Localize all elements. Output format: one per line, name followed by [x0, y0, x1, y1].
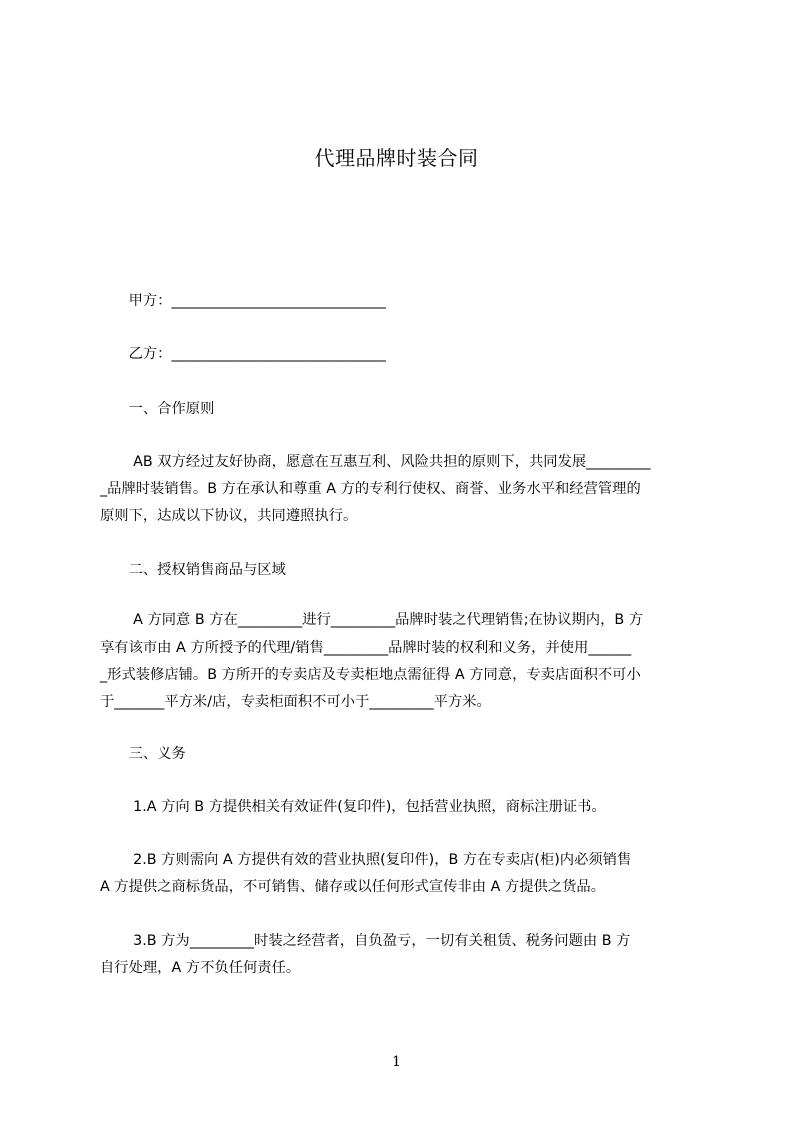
- section-heading-obligations: 三、义务: [100, 746, 186, 762]
- paragraph-line: AB 双方经过友好协商，愿意在互惠互利、风险共担的原则下，共同发展_________: [100, 454, 651, 470]
- page-number: 1: [392, 1054, 401, 1070]
- party-b-line: 乙方：______________________________: [100, 346, 386, 362]
- obligation-item-3-line: 3.B 方为_________时装之经营者，自负盈亏，一切有关租赁、税务问题由 B 方: [100, 933, 631, 949]
- paragraph-line: _品牌时装销售。B 方在承认和尊重 A 方的专利行使权、商誉、业务水平和经营管理的: [100, 481, 641, 497]
- obligation-item-2-line: 2.B 方则需向 A 方提供有效的营业执照(复印件)，B 方在专卖店(柜)内必须销售: [100, 852, 632, 868]
- obligation-item-2-line: A 方提供之商标货品，不可销售、储存或以任何形式宣传非由 A 方提供之货品。: [100, 879, 605, 895]
- paragraph-line: 享有该市由 A 方所授予的代理/销售_________品牌时装的权利和义务，并使用______: [100, 640, 632, 656]
- paragraph-line: _形式装修店铺。B 方所开的专卖店及专卖柜地点需征得 A 方同意，专卖店面积不可小: [100, 667, 641, 683]
- section-heading-cooperation: 一、合作原则: [100, 401, 215, 417]
- document-title: 代理品牌时装合同: [314, 146, 479, 170]
- paragraph-line: 原则下，达成以下协议，共同遵照执行。: [100, 508, 358, 524]
- section-heading-authorization: 二、授权销售商品与区域: [100, 562, 286, 578]
- party-a-line: 甲方：______________________________: [100, 293, 386, 309]
- obligation-item-1: 1.A 方向 B 方提供相关有效证件(复印件)，包括营业执照，商标注册证书。: [100, 799, 606, 815]
- paragraph-line: 于_______平方米/店，专卖柜面积不可小于_________平方米。: [100, 694, 491, 710]
- paragraph-line: A 方同意 B 方在_________进行_________品牌时装之代理销售;在协议期内，B 方: [100, 612, 644, 628]
- obligation-item-3-line: 自行处理，A 方不负任何责任。: [100, 960, 301, 976]
